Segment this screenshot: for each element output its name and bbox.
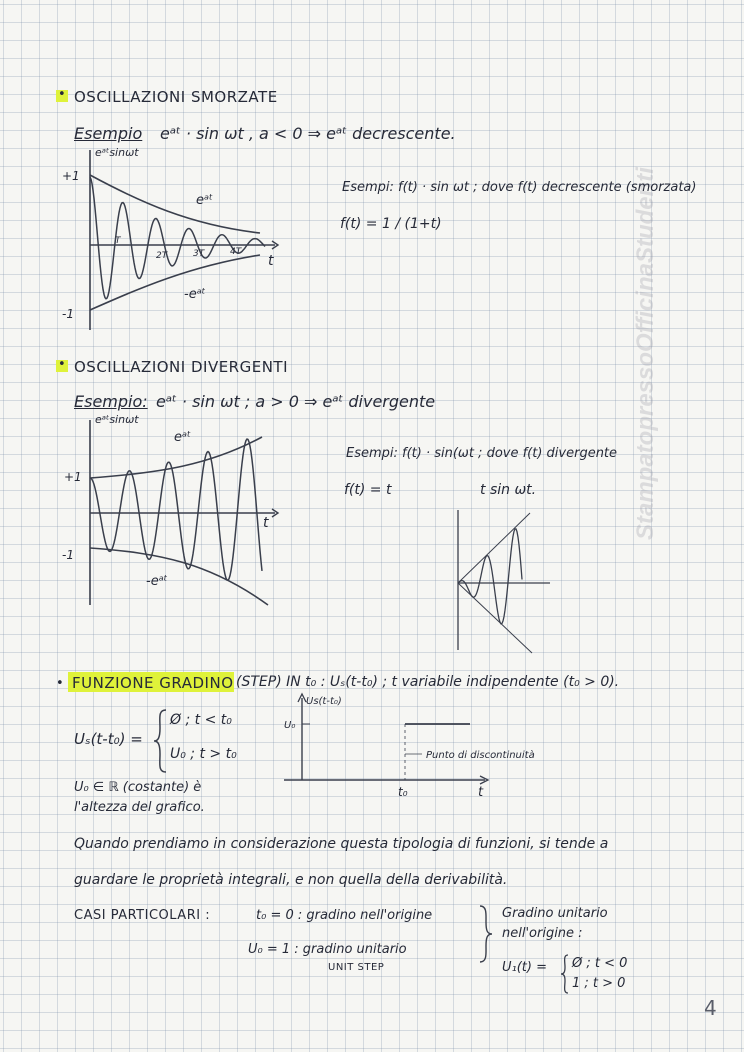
t-axis-label: t bbox=[263, 515, 269, 531]
example-formula: eᵃᵗ · sin ωt ; a > 0 ⇒ eᵃᵗ divergente bbox=[156, 392, 436, 411]
minus-one-label: -1 bbox=[62, 548, 74, 562]
paragraph-line-1: Quando prendiamo in considerazione questa tipologia di funzioni, si tende a bbox=[74, 836, 609, 852]
period-label: T bbox=[115, 236, 121, 246]
section-title-damped: OSCILLAZIONI SMORZATE bbox=[74, 88, 278, 106]
example-label: Esempio bbox=[74, 124, 143, 143]
note-tsin: t sin ωt. bbox=[480, 482, 537, 498]
damped-oscillation-graph bbox=[50, 140, 290, 340]
unit-step-lhs: U₁(t) = bbox=[502, 960, 547, 975]
upper-envelope-label: eᵃᵗ bbox=[174, 430, 191, 445]
cases-brace bbox=[478, 904, 494, 964]
brace-note-line2: nell'origine : bbox=[502, 926, 583, 941]
page-number: 4 bbox=[704, 996, 717, 1020]
step-case-below: Ø ; t < t₀ bbox=[170, 712, 232, 728]
special-cases-label: CASI PARTICOLARI : bbox=[74, 908, 211, 923]
note-examples: Esempi: f(t) · sin ωt ; dove f(t) decrescente (smorzata) bbox=[342, 180, 697, 195]
period-label: 3T bbox=[193, 249, 205, 259]
note-examples: Esempi: f(t) · sin(ωt ; dove f(t) divergente bbox=[346, 446, 618, 461]
unit-step-caption: UNIT STEP bbox=[328, 962, 385, 973]
period-label: 2T bbox=[156, 251, 168, 261]
lower-envelope-label: -eᵃᵗ bbox=[184, 287, 206, 302]
note-function: f(t) = 1 / (1+t) bbox=[340, 216, 442, 232]
t-sin-graph bbox=[450, 505, 560, 655]
unit-brace bbox=[560, 954, 570, 994]
divergent-oscillation-graph bbox=[50, 415, 290, 615]
step-case-above: U₀ ; t > t₀ bbox=[170, 746, 237, 762]
plus-one-label: +1 bbox=[64, 470, 82, 484]
step-y-label: Us(t-t₀) bbox=[306, 696, 342, 707]
t0-label: t₀ bbox=[398, 785, 408, 799]
note-function: f(t) = t bbox=[344, 482, 392, 498]
step-definition-lhs: Uₛ(t-t₀) = bbox=[74, 730, 143, 748]
example-formula: eᵃᵗ · sin ωt , a < 0 ⇒ eᵃᵗ decrescente. bbox=[160, 124, 456, 143]
special-case-origin: t₀ = 0 : gradino nell'origine bbox=[256, 908, 433, 923]
special-case-unit: U₀ = 1 : gradino unitario bbox=[248, 942, 407, 957]
lower-envelope-label: -eᵃᵗ bbox=[146, 574, 168, 589]
y-axis-label: eᵃᵗsinωt bbox=[95, 413, 139, 426]
section-title-divergent: OSCILLAZIONI DIVERGENTI bbox=[74, 358, 289, 376]
u0-label: U₀ bbox=[284, 720, 296, 731]
height-note: l'altezza del grafico. bbox=[74, 800, 205, 815]
step-function-graph bbox=[280, 690, 535, 800]
section-title-step-rest: (STEP) IN t₀ : Uₛ(t-t₀) ; t variabile indipendente (t₀ > 0). bbox=[236, 674, 620, 690]
period-label: 4T bbox=[230, 247, 242, 257]
bullet: • bbox=[56, 676, 64, 691]
unit-case-below: Ø ; t < 0 bbox=[572, 956, 628, 971]
discontinuity-note: Punto di discontinuità bbox=[426, 750, 535, 761]
brace-note-line1: Gradino unitario bbox=[502, 906, 608, 921]
section-title-step: FUNZIONE GRADINO bbox=[72, 674, 234, 692]
watermark: StampatopressoOfficinaStudenti bbox=[632, 167, 659, 540]
unit-case-above: 1 ; t > 0 bbox=[572, 976, 626, 991]
upper-envelope-label: eᵃᵗ bbox=[196, 193, 213, 208]
minus-one-label: -1 bbox=[62, 307, 74, 321]
t-axis-label: t bbox=[268, 253, 274, 269]
definition-brace bbox=[152, 708, 168, 774]
example-label: Esempio: bbox=[74, 392, 148, 411]
plus-one-label: +1 bbox=[62, 169, 80, 183]
y-axis-label: eᵃᵗsinωt bbox=[95, 146, 139, 159]
u0-note: U₀ ∈ ℝ (costante) è bbox=[74, 780, 202, 795]
bullet: • bbox=[58, 357, 66, 372]
paragraph-line-2: guardare le proprietà integrali, e non quella della derivabilità. bbox=[74, 872, 508, 888]
step-x-label: t bbox=[478, 785, 484, 800]
bullet: • bbox=[58, 87, 66, 102]
